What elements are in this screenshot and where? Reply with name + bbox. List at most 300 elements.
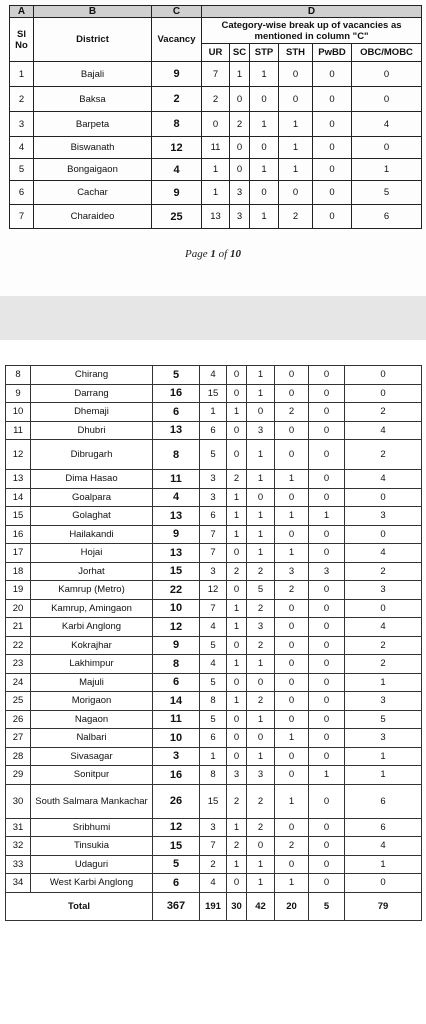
- sl-no-cell: 3: [10, 112, 34, 137]
- pwbd-cell: 0: [309, 692, 345, 711]
- page-total: 10: [229, 248, 241, 260]
- vacancy-cell: 4: [152, 159, 202, 181]
- obc-mobc-cell: 1: [345, 766, 422, 785]
- ur-cell: 5: [200, 636, 227, 655]
- obc-mobc-cell: 0: [352, 87, 422, 112]
- district-cell: Kamrup (Metro): [31, 581, 153, 600]
- table-row: [6, 855, 422, 874]
- pwbd-cell: 0: [309, 403, 345, 422]
- ur-cell: 6: [200, 729, 227, 748]
- ur-cell: 15: [200, 784, 227, 818]
- stp-cell: 1: [247, 710, 275, 729]
- ur-cell: 3: [200, 562, 227, 581]
- stp-cell: 1: [250, 62, 279, 87]
- sc-cell: 2: [230, 112, 250, 137]
- obc-mobc-cell: 5: [345, 710, 422, 729]
- sth-cell: 2: [275, 403, 309, 422]
- sth-cell: 0: [275, 440, 309, 470]
- sth-cell: 0: [275, 766, 309, 785]
- pwbd-cell: 0: [309, 544, 345, 563]
- sth-cell: 1: [275, 544, 309, 563]
- total-sc-cell: 30: [227, 892, 247, 920]
- pwbd-cell: 0: [309, 636, 345, 655]
- ur-cell: 1: [200, 403, 227, 422]
- vacancy-cell: 5: [153, 855, 200, 874]
- stp-cell: 0: [247, 837, 275, 856]
- table-row: [6, 440, 422, 470]
- sl-no-cell: 33: [6, 855, 31, 874]
- ur-cell: 2: [200, 855, 227, 874]
- sc-cell: 1: [227, 818, 247, 837]
- sl-no-cell: 11: [6, 421, 31, 440]
- district-cell: Bajali: [34, 62, 152, 87]
- sc-cell: 1: [227, 488, 247, 507]
- sl-no-cell: 6: [10, 181, 34, 205]
- obc-mobc-cell: 0: [345, 384, 422, 403]
- sth-cell: 1: [275, 470, 309, 489]
- table-row: [6, 403, 422, 422]
- vacancy-cell: 3: [153, 747, 200, 766]
- stp-cell: 2: [247, 818, 275, 837]
- obc-mobc-cell: 3: [345, 692, 422, 711]
- obc-mobc-cell: 1: [345, 855, 422, 874]
- obc-mobc-cell: 0: [352, 62, 422, 87]
- vacancy-table-page-1: [9, 5, 422, 229]
- obc-mobc-cell: 0: [345, 488, 422, 507]
- page-number-footer: [0, 248, 426, 260]
- ur-cell: 5: [200, 440, 227, 470]
- obc-mobc-cell: 1: [345, 673, 422, 692]
- vacancy-cell: 9: [153, 525, 200, 544]
- table-row: [6, 525, 422, 544]
- sc-cell: 1: [227, 855, 247, 874]
- district-cell: Cachar: [34, 181, 152, 205]
- sth-cell: 1: [275, 507, 309, 526]
- obc-mobc-cell: 2: [345, 655, 422, 674]
- document-page-2: [0, 340, 426, 1024]
- sth-cell: 0: [275, 692, 309, 711]
- sth-cell: 1: [275, 729, 309, 748]
- sc-cell: 0: [230, 159, 250, 181]
- pwbd-cell: 0: [313, 87, 352, 112]
- sc-cell: 0: [227, 747, 247, 766]
- pwbd-cell: 0: [309, 655, 345, 674]
- pwbd-cell: 0: [309, 618, 345, 637]
- pwbd-cell: 1: [309, 766, 345, 785]
- sl-no-cell: 28: [6, 747, 31, 766]
- table-row: [10, 62, 422, 87]
- stp-cell: 1: [247, 747, 275, 766]
- ur-cell: 4: [200, 874, 227, 893]
- ur-cell: 15: [200, 384, 227, 403]
- district-cell: Nalbari: [31, 729, 153, 748]
- district-cell: Barpeta: [34, 112, 152, 137]
- page-of: of: [215, 248, 230, 260]
- table-body-page-2: [6, 366, 422, 921]
- pwbd-cell: 0: [309, 384, 345, 403]
- sl-no-cell: 1: [10, 62, 34, 87]
- stp-cell: 1: [247, 384, 275, 403]
- total-stp-cell: 42: [247, 892, 275, 920]
- sth-cell: 1: [279, 159, 313, 181]
- district-cell: Jorhat: [31, 562, 153, 581]
- sth-cell: 0: [275, 599, 309, 618]
- pwbd-cell: 0: [309, 488, 345, 507]
- pwbd-cell: 0: [309, 470, 345, 489]
- sl-no-cell: 25: [6, 692, 31, 711]
- sl-no-cell: 15: [6, 507, 31, 526]
- total-ur-cell: 191: [200, 892, 227, 920]
- obc-mobc-cell: 6: [352, 205, 422, 229]
- table-row: [6, 470, 422, 489]
- sth-cell: 0: [275, 710, 309, 729]
- table-row: [10, 87, 422, 112]
- vacancy-cell: 14: [153, 692, 200, 711]
- obc-mobc-cell: 4: [345, 421, 422, 440]
- sth-cell: 0: [279, 181, 313, 205]
- vacancy-cell: 9: [152, 62, 202, 87]
- table-row: [6, 655, 422, 674]
- table-row: [6, 562, 422, 581]
- district-cell: Lakhimpur: [31, 655, 153, 674]
- vacancy-cell: 10: [153, 729, 200, 748]
- table-row: [6, 818, 422, 837]
- district-cell: Hojai: [31, 544, 153, 563]
- column-letter-d: D: [202, 6, 422, 18]
- sth-cell: 1: [275, 784, 309, 818]
- header-sth: STH: [279, 44, 313, 62]
- sl-no-cell: 12: [6, 440, 31, 470]
- sc-cell: 1: [227, 618, 247, 637]
- district-cell: Majuli: [31, 673, 153, 692]
- stp-cell: 0: [247, 403, 275, 422]
- sc-cell: 0: [227, 710, 247, 729]
- district-cell: Dhemaji: [31, 403, 153, 422]
- table-row: [6, 636, 422, 655]
- total-row: [6, 892, 422, 920]
- sc-cell: 1: [227, 692, 247, 711]
- sc-cell: 1: [227, 655, 247, 674]
- stp-cell: 2: [247, 636, 275, 655]
- obc-mobc-cell: 4: [345, 618, 422, 637]
- ur-cell: 3: [200, 470, 227, 489]
- sc-cell: 0: [227, 421, 247, 440]
- pwbd-cell: 0: [309, 874, 345, 893]
- sl-no-cell: 2: [10, 87, 34, 112]
- obc-mobc-cell: 3: [345, 581, 422, 600]
- stp-cell: 1: [247, 525, 275, 544]
- stp-cell: 0: [247, 673, 275, 692]
- district-cell: Hailakandi: [31, 525, 153, 544]
- district-cell: West Karbi Anglong: [31, 874, 153, 893]
- sth-cell: 0: [275, 655, 309, 674]
- ur-cell: 12: [200, 581, 227, 600]
- stp-cell: 1: [250, 112, 279, 137]
- pwbd-cell: 0: [313, 112, 352, 137]
- pwbd-cell: 0: [309, 855, 345, 874]
- sl-no-cell: 23: [6, 655, 31, 674]
- stp-cell: 1: [247, 366, 275, 385]
- header-vacancy: Vacancy: [152, 18, 202, 62]
- pwbd-cell: 0: [309, 837, 345, 856]
- sc-cell: 0: [227, 874, 247, 893]
- obc-mobc-cell: 3: [345, 729, 422, 748]
- column-letter-b: B: [34, 6, 152, 18]
- district-cell: Darrang: [31, 384, 153, 403]
- sl-no-cell: 18: [6, 562, 31, 581]
- page-prefix: Page: [185, 248, 211, 260]
- header-sc: SC: [230, 44, 250, 62]
- ur-cell: 8: [200, 692, 227, 711]
- table-row: [6, 507, 422, 526]
- vacancy-cell: 13: [153, 544, 200, 563]
- ur-cell: 5: [200, 710, 227, 729]
- sc-cell: 0: [230, 137, 250, 159]
- ur-cell: 6: [200, 421, 227, 440]
- table-row: [6, 599, 422, 618]
- district-cell: Charaideo: [34, 205, 152, 229]
- sc-cell: 2: [227, 470, 247, 489]
- sth-cell: 1: [275, 874, 309, 893]
- sl-no-cell: 20: [6, 599, 31, 618]
- total-label: Total: [6, 892, 153, 920]
- vacancy-cell: 11: [153, 470, 200, 489]
- sc-cell: 2: [227, 562, 247, 581]
- stp-cell: 0: [250, 137, 279, 159]
- ur-cell: 1: [200, 747, 227, 766]
- pwbd-cell: 0: [309, 710, 345, 729]
- vacancy-cell: 15: [153, 837, 200, 856]
- ur-cell: 4: [200, 655, 227, 674]
- ur-cell: 6: [200, 507, 227, 526]
- table-row: [6, 673, 422, 692]
- ur-cell: 4: [200, 618, 227, 637]
- pwbd-cell: 0: [309, 673, 345, 692]
- district-cell: Biswanath: [34, 137, 152, 159]
- vacancy-cell: 13: [153, 507, 200, 526]
- pwbd-cell: 0: [309, 421, 345, 440]
- ur-cell: 1: [202, 159, 230, 181]
- obc-mobc-cell: 3: [345, 507, 422, 526]
- sth-cell: 2: [279, 205, 313, 229]
- sth-cell: 0: [275, 747, 309, 766]
- sl-no-cell: 17: [6, 544, 31, 563]
- sc-cell: 0: [227, 384, 247, 403]
- table-row: [6, 710, 422, 729]
- vacancy-cell: 8: [152, 112, 202, 137]
- table-row: [6, 874, 422, 893]
- table-row: [6, 544, 422, 563]
- sth-cell: 0: [275, 421, 309, 440]
- table-row: [6, 488, 422, 507]
- sth-cell: 0: [275, 384, 309, 403]
- table-row: [10, 205, 422, 229]
- page-current: 1: [210, 248, 216, 260]
- stp-cell: 1: [247, 655, 275, 674]
- sl-no-cell: 34: [6, 874, 31, 893]
- sl-no-cell: 4: [10, 137, 34, 159]
- stp-cell: 0: [247, 488, 275, 507]
- sc-cell: 3: [230, 205, 250, 229]
- stp-cell: 1: [250, 205, 279, 229]
- header-category-breakup: Category-wise break up of vacancies as mentioned in column "C": [202, 18, 422, 44]
- sl-no-cell: 9: [6, 384, 31, 403]
- ur-cell: 7: [200, 544, 227, 563]
- ur-cell: 7: [202, 62, 230, 87]
- stp-cell: 0: [250, 87, 279, 112]
- sc-cell: 2: [227, 837, 247, 856]
- district-cell: Tinsukia: [31, 837, 153, 856]
- obc-mobc-cell: 1: [352, 159, 422, 181]
- sth-cell: 2: [275, 837, 309, 856]
- pwbd-cell: 0: [313, 159, 352, 181]
- total-sth-cell: 20: [275, 892, 309, 920]
- ur-cell: 1: [202, 181, 230, 205]
- sl-no-cell: 29: [6, 766, 31, 785]
- district-cell: Kokrajhar: [31, 636, 153, 655]
- district-cell: Morigaon: [31, 692, 153, 711]
- pwbd-cell: 3: [309, 562, 345, 581]
- sl-no-cell: 31: [6, 818, 31, 837]
- table-row: [6, 384, 422, 403]
- sc-cell: 1: [227, 599, 247, 618]
- sl-no-cell: 27: [6, 729, 31, 748]
- column-letter-c: C: [152, 6, 202, 18]
- stp-cell: 0: [247, 729, 275, 748]
- pwbd-cell: 0: [313, 137, 352, 159]
- pwbd-cell: 0: [309, 784, 345, 818]
- vacancy-cell: 10: [153, 599, 200, 618]
- sth-cell: 0: [275, 673, 309, 692]
- sl-no-cell: 8: [6, 366, 31, 385]
- ur-cell: 8: [200, 766, 227, 785]
- obc-mobc-cell: 4: [352, 112, 422, 137]
- sl-no-cell: 5: [10, 159, 34, 181]
- vacancy-cell: 11: [153, 710, 200, 729]
- stp-cell: 3: [247, 766, 275, 785]
- vacancy-cell: 16: [153, 384, 200, 403]
- obc-mobc-cell: 2: [345, 562, 422, 581]
- ur-cell: 2: [202, 87, 230, 112]
- sc-cell: 3: [230, 181, 250, 205]
- sl-no-cell: 24: [6, 673, 31, 692]
- sc-cell: 2: [227, 784, 247, 818]
- page-separator: [0, 296, 426, 340]
- district-cell: Baksa: [34, 87, 152, 112]
- sth-cell: 0: [275, 818, 309, 837]
- stp-cell: 3: [247, 421, 275, 440]
- vacancy-cell: 8: [153, 440, 200, 470]
- pwbd-cell: 0: [309, 525, 345, 544]
- stp-cell: 1: [250, 159, 279, 181]
- obc-mobc-cell: 4: [345, 544, 422, 563]
- vacancy-cell: 2: [152, 87, 202, 112]
- sc-cell: 0: [227, 440, 247, 470]
- vacancy-cell: 6: [153, 403, 200, 422]
- table-row: [10, 159, 422, 181]
- obc-mobc-cell: 6: [345, 784, 422, 818]
- ur-cell: 7: [200, 525, 227, 544]
- sl-no-cell: 22: [6, 636, 31, 655]
- obc-mobc-cell: 0: [345, 874, 422, 893]
- pwbd-cell: 0: [313, 62, 352, 87]
- obc-mobc-cell: 0: [352, 137, 422, 159]
- stp-cell: 1: [247, 470, 275, 489]
- district-cell: Dima Hasao: [31, 470, 153, 489]
- obc-mobc-cell: 0: [345, 525, 422, 544]
- ur-cell: 7: [200, 599, 227, 618]
- vacancy-cell: 8: [153, 655, 200, 674]
- district-cell: Dhubri: [31, 421, 153, 440]
- table-row: [6, 784, 422, 818]
- table-row: [6, 837, 422, 856]
- vacancy-cell: 15: [153, 562, 200, 581]
- stp-cell: 1: [247, 874, 275, 893]
- stp-cell: 2: [247, 562, 275, 581]
- district-cell: Nagaon: [31, 710, 153, 729]
- district-cell: Dibrugarh: [31, 440, 153, 470]
- header-district: District: [34, 18, 152, 62]
- sc-cell: 0: [227, 544, 247, 563]
- sl-no-cell: 30: [6, 784, 31, 818]
- district-cell: Karbi Anglong: [31, 618, 153, 637]
- header-pwbd: PwBD: [313, 44, 352, 62]
- table-row: [10, 137, 422, 159]
- stp-cell: 1: [247, 544, 275, 563]
- column-letter-a: A: [10, 6, 34, 18]
- vacancy-cell: 22: [153, 581, 200, 600]
- sc-cell: 3: [227, 766, 247, 785]
- obc-mobc-cell: 2: [345, 403, 422, 422]
- district-cell: Sribhumi: [31, 818, 153, 837]
- vacancy-table-page-2: [5, 365, 422, 921]
- stp-cell: 2: [247, 599, 275, 618]
- vacancy-cell: 9: [153, 636, 200, 655]
- district-cell: South Salmara Mankachar: [31, 784, 153, 818]
- total-pwbd-cell: 5: [309, 892, 345, 920]
- obc-mobc-cell: 0: [345, 599, 422, 618]
- sth-cell: 0: [275, 525, 309, 544]
- sc-cell: 0: [230, 87, 250, 112]
- stp-cell: 2: [247, 692, 275, 711]
- ur-cell: 0: [202, 112, 230, 137]
- sth-cell: 0: [275, 618, 309, 637]
- obc-mobc-cell: 2: [345, 440, 422, 470]
- sc-cell: 1: [227, 403, 247, 422]
- stp-cell: 3: [247, 618, 275, 637]
- table-row: [6, 747, 422, 766]
- sc-cell: 0: [227, 729, 247, 748]
- sth-cell: 0: [279, 62, 313, 87]
- ur-cell: 13: [202, 205, 230, 229]
- district-cell: Chirang: [31, 366, 153, 385]
- sc-cell: 0: [227, 581, 247, 600]
- sth-cell: 0: [275, 855, 309, 874]
- table-row: [6, 618, 422, 637]
- ur-cell: 4: [200, 366, 227, 385]
- sl-no-cell: 19: [6, 581, 31, 600]
- obc-mobc-cell: 4: [345, 470, 422, 489]
- district-cell: Kamrup, Amingaon: [31, 599, 153, 618]
- pwbd-cell: 0: [309, 440, 345, 470]
- sc-cell: 1: [227, 525, 247, 544]
- header-ur: UR: [202, 44, 230, 62]
- sl-no-cell: 7: [10, 205, 34, 229]
- table-row: [6, 421, 422, 440]
- obc-mobc-cell: 4: [345, 837, 422, 856]
- pwbd-cell: 0: [309, 729, 345, 748]
- vacancy-cell: 5: [153, 366, 200, 385]
